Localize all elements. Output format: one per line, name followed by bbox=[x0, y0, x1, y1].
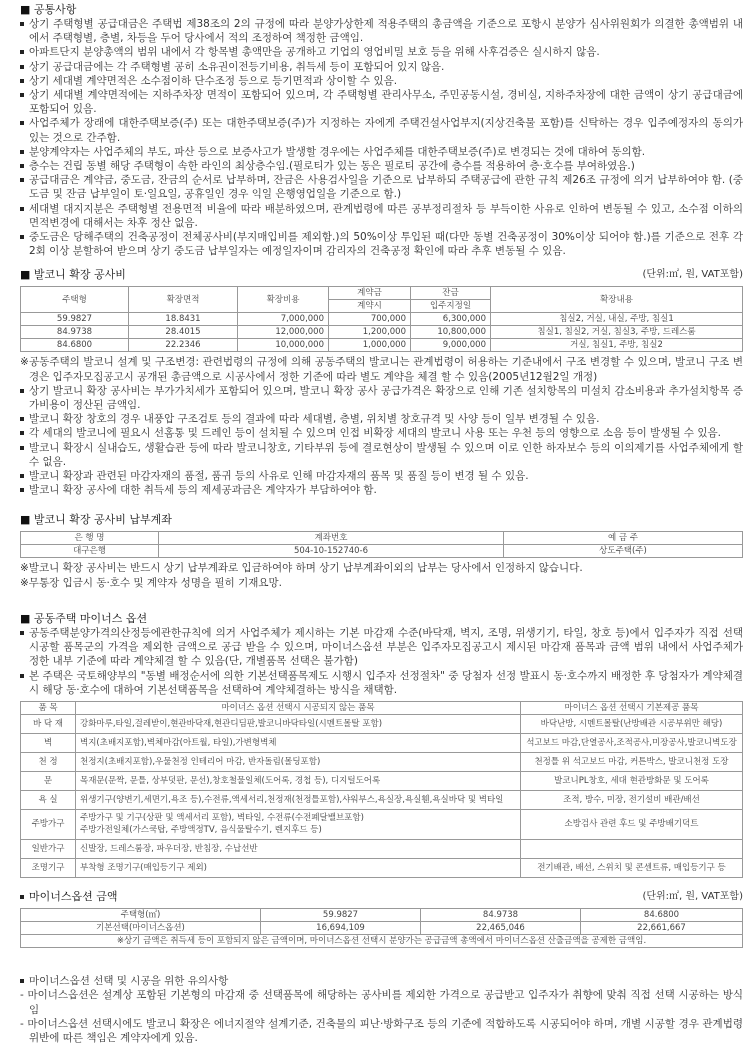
cell: 벽 bbox=[21, 733, 76, 752]
header-cell: 예 금 주 bbox=[504, 532, 743, 545]
cell: 84.6800 bbox=[21, 339, 129, 352]
cell: 18.8431 bbox=[129, 313, 238, 326]
cell: 84.6800 bbox=[581, 909, 743, 922]
bank-name: 대구은행 bbox=[21, 545, 159, 558]
table-row bbox=[21, 733, 743, 752]
cell: 12,000,000 bbox=[238, 326, 329, 339]
minus-amount-section bbox=[20, 890, 743, 948]
common-section bbox=[20, 3, 743, 258]
header-cell: 마이너스 옵션 선택시 기본제공 품목 bbox=[521, 701, 743, 714]
cell: 발코니PL창호, 세대 현관방화문 및 도어록 bbox=[521, 771, 743, 790]
cell: 소방검사 관련 후드 및 주방배기덕트 bbox=[521, 809, 743, 839]
table-row bbox=[21, 790, 743, 809]
bullet-item: 발코니 확장 창호의 경우 내풍압 구조검토 등의 결과에 따라 세대별, 층별, 위치별 창호규격 및 사양 등이 일부 변경될 수 있음. bbox=[20, 412, 743, 426]
cell: 22.2346 bbox=[129, 339, 238, 352]
cell: 침실1, 침실2, 거실, 침실3, 주방, 드레스룸 bbox=[491, 326, 743, 339]
minus-option-table bbox=[20, 701, 743, 878]
cell: 문 bbox=[21, 771, 76, 790]
table-row bbox=[21, 909, 743, 922]
cell: 주방가구 및 기구(상판 및 액세서리 포함), 벽타일, 수전류(수전폐달밸브포함) 주방가전일체(가스쿡탑, 주방액정TV, 음식물탈수기, 렌지후드 등) bbox=[76, 809, 521, 839]
bullet-item: 상기 세대별 계약면적은 소수점이하 단수조정 등으로 등기면적과 상이할 수 있음. bbox=[20, 74, 743, 88]
cell: 84.9738 bbox=[21, 326, 129, 339]
table-row bbox=[21, 858, 743, 877]
cell: 바 닥 재 bbox=[21, 714, 76, 733]
cell: 1,200,000 bbox=[329, 326, 411, 339]
bullet-item: 공급대금은 계약금, 중도금, 잔금의 순서로 납부하며, 잔금은 사용검사일을 기준으로 납부하되 주택공급에 관한 규칙 제26조 규정에 의거 납부하여야 함. (중도금 및 잔금 납부일이 토·일요일, 공휴일인 경우 익일 은행영업일을 기준으로 함.) bbox=[20, 173, 743, 201]
cell: 전기배관, 배선, 스위치 및 콘센트류, 매입등기구 등 bbox=[521, 858, 743, 877]
bullet-item: 분양계약자는 사업주체의 부도, 파산 등으로 보증사고가 발생할 경우에는 사업주체를 대한주택보증(주)로 변경되는 것에 대하여 동의함. bbox=[20, 145, 743, 159]
cell: 거실, 침실1, 주방, 침실2 bbox=[491, 339, 743, 352]
header-cell: 은 행 명 bbox=[21, 532, 159, 545]
section-title: ■ 발코니 확장 공사비 bbox=[20, 268, 126, 282]
cell: 22,465,046 bbox=[421, 922, 581, 935]
balcony-note: ※공동주택의 발코니 설계 및 구조변경: 관련법령의 규정에 의해 공동주택의 발코니는 관계법령이 허용하는 기준내에서 구조 변경할 수 있으며, 발코니 구조 변경은 입주자모집공고시 공개된 총금액으로 시공사에서 정한 기준에 따라 별도 계약을 체결 할 수 있음(2005년12월2일 개정) bbox=[20, 356, 743, 383]
account-note: ※무통장 입금시 동·호수 및 계약자 성명을 필히 기재요망. bbox=[20, 576, 282, 589]
bullet-item: 발코니 확장과 관련된 마감자재의 품절, 품귀 등의 사유로 인해 마감자재의 품목 및 품질 등이 변경 될 수 있음. bbox=[20, 469, 743, 483]
header-cell: 주택형 bbox=[21, 287, 129, 313]
table-row bbox=[21, 714, 743, 733]
cell: 주방가구 bbox=[21, 809, 76, 839]
header-cell: 품 목 bbox=[21, 701, 76, 714]
balcony-cost-table bbox=[20, 286, 743, 352]
account-holder: 상도주택(주) bbox=[504, 545, 743, 558]
section-title: ■ 공통사항 bbox=[20, 3, 77, 16]
section-title: ■ 공동주택 마이너스 옵션 bbox=[20, 611, 148, 625]
header-cell: 계약시 bbox=[329, 300, 411, 313]
bullet-item: 본 주택은 국토해양부의 "동별 배정순서에 의한 기본선택품목제도 시행시 입주자 선정절차" 중 당첨자 선정 발표시 동·호수까지 배정한 후 당첨자가 계약체결시 해당 동·호수에 대하여 기본선택품목을 선택하여 계약체결하는 방식을 채택함. bbox=[20, 669, 743, 697]
header-cell: 확장내용 bbox=[491, 287, 743, 313]
cell: 10,800,000 bbox=[411, 326, 491, 339]
header-cell: 확장비용 bbox=[238, 287, 329, 313]
bullet-item: 아파트단지 분양총액의 범위 내에서 각 항목별 총액만을 공개하고 기업의 영업비밀 보호 등을 위해 사후검증은 실시하지 않음. bbox=[20, 45, 743, 59]
section-title: 마이너스옵션 선택 및 시공을 위한 유의사항 bbox=[20, 974, 743, 988]
account-number: 504-10-152740-6 bbox=[159, 545, 504, 558]
amount-note: ※상기 금액은 취득세 등이 포함되지 않은 금액이며, 마이너스옵션 선택시 분양가는 공급금액 총액에서 마이너스옵션 산출금액을 공제한 금액임. bbox=[21, 935, 743, 948]
cell: 주택형(㎡) bbox=[21, 909, 261, 922]
minus-option-section bbox=[20, 612, 743, 878]
table-row bbox=[21, 752, 743, 771]
cell: 10,000,000 bbox=[238, 339, 329, 352]
cell: 28.4015 bbox=[129, 326, 238, 339]
header-cell: 계좌번호 bbox=[159, 532, 504, 545]
cell: 욕 실 bbox=[21, 790, 76, 809]
cell: 6,300,000 bbox=[411, 313, 491, 326]
bullet-item: 층수는 건립 동별 해당 주택형이 속한 라인의 최상층수임.(필로티가 있는 동은 필로티 공간에 층수를 적용하여 층·호수를 부여하였음.) bbox=[20, 159, 743, 173]
caution-item: - 마이너스옵션 선택시에도 발코니 확장은 에너지절약 설계기준, 건축물의 피난·방화구조 등의 기준에 적합하도록 시공되어야 하며, 개별 시공할 경우 관계법령 위반에 따른 책임은 계약자에게 있음. bbox=[20, 1017, 743, 1044]
cell: 16,694,109 bbox=[261, 922, 421, 935]
bullet-item: 상기 공급대금에는 각 주택형별 공히 소유권이전등기비용, 취득세 등이 포함되어 있지 않음. bbox=[20, 60, 743, 74]
bullet-item: 상기 발코니 확장 공사비는 부가가치세가 포함되어 있으며, 발코니 확장 공사 공급가격은 확장으로 인해 기존 설치항목의 미설치 감소비용과 추가설치항목 증가비용이 정산된 금액임. bbox=[20, 384, 743, 412]
bullet-item: 발코니 확장 공사에 대한 취득세 등의 제세공과금은 계약자가 부담하여야 함. bbox=[20, 483, 743, 497]
cell: 석고보드 마감,단열공사,조적공사,미장공사,발코니벽도장 bbox=[521, 733, 743, 752]
cell: 강화마루,타일,걸레받이,현관바닥재,현관디딤판,발코니바닥타일(시멘트몰탈 포함) bbox=[76, 714, 521, 733]
table-row bbox=[21, 809, 743, 839]
cell: 84.9738 bbox=[421, 909, 581, 922]
cell: 1,000,000 bbox=[329, 339, 411, 352]
cell: 7,000,000 bbox=[238, 313, 329, 326]
unit-label: (단위:㎡, 원, VAT포함) bbox=[642, 269, 743, 281]
cell: 부착형 조명기구(매입등기구 제외) bbox=[76, 858, 521, 877]
cell bbox=[521, 839, 743, 858]
cell: 22,661,667 bbox=[581, 922, 743, 935]
section-title: ■ 발코니 확장 공사비 납부계좌 bbox=[20, 513, 172, 527]
account-note: ※발코니 확장 공사비는 반드시 상기 납부계좌로 입금하여야 하며 상기 납부계좌이외의 납부는 당사에서 인정하지 않습니다. bbox=[20, 562, 583, 575]
table-row bbox=[21, 313, 743, 326]
cell: 천정지(초배지포함),우물천정 인테리어 마감, 반자돌림(몰딩포함) bbox=[76, 752, 521, 771]
cell: 위생기구(양변기,세면기,욕조 등),수전류,액세서리,천정재(천정틀포함),샤워부스,욕실장,욕실휀,욕실바닥 및 벽타일 bbox=[76, 790, 521, 809]
balcony-section bbox=[20, 268, 743, 497]
minus-amount-table bbox=[20, 908, 743, 948]
bullet-item: 상기 주택형별 공급대금은 주택법 제38조의 2의 규정에 따라 분양가상한제 적용주택의 총금액을 기준으로 포항시 분양가 심사위원회가 의결한 총액범위 내에서 주택형별, 층별, 차등을 두어 당사에서 적의 조정하여 책정한 금액임. bbox=[20, 17, 743, 45]
table-row bbox=[21, 545, 743, 558]
caution-section bbox=[20, 974, 743, 1045]
header-cell: 확장면적 bbox=[129, 287, 238, 313]
cell: 700,000 bbox=[329, 313, 411, 326]
header-cell: 계약금 bbox=[329, 287, 411, 300]
table-row bbox=[21, 922, 743, 935]
bullet-item: 발코니 확장시 실내습도, 생활습관 등에 따라 발코니창호, 기타부위 등에 결로현상이 발생될 수 있으며 이로 인한 하자보수 등의 이의제기를 사업주체에게 할 수 없음. bbox=[20, 441, 743, 469]
bullet-item: 공동주택분양가격의산정등에관한규칙에 의거 사업주체가 제시하는 기본 마감재 수준(바닥재, 벽지, 조명, 위생기기, 타일, 창호 등)에서 입주자가 직접 선택 시공할 품목군의 가격을 제외한 금액으로 공급 받을 수 있으며, 마이너스옵션 부분은 입주자모집공고시 제시된 마감재 품목과 금액 범위 내에서 사업주체가 정한 내부 기준에 따라 계약체결 할 수 있음(단, 개별품목 선택은 불가함) bbox=[20, 626, 743, 669]
caution-item: - 마이너스옵션은 설계상 포함된 기본형의 마감재 중 선택품목에 해당하는 공사비를 제외한 가격으로 공급받고 입주자가 취향에 맞춰 직접 선택 시공하는 방식임 bbox=[20, 989, 743, 1016]
cell: 9,000,000 bbox=[411, 339, 491, 352]
header-cell: 마이너스 옵션 선택시 시공되지 않는 품목 bbox=[76, 701, 521, 714]
bullet-item: 중도금은 당해주택의 건축공정이 전체공사비(부지매입비를 제외함.)의 50%이상 투입된 때(다만 동별 건축공정이 30%이상 되어야 함.)를 기준으로 전후 각2회 이상 분할하여 받으며 상기 중도금 납부일자는 예정일자이며 감리자의 건축공정 확인에 따라 추후 변동될 수 있음. bbox=[20, 230, 743, 258]
cell: 천정틀 위 석고보드 마감, 커튼박스, 발코니천정 도장 bbox=[521, 752, 743, 771]
account-section bbox=[20, 513, 743, 589]
bullet-item: 사업주체가 장래에 대한주택보증(주) 또는 대한주택보증(주)가 지정하는 자에게 주택건설사업부지(지상건축물 포함)를 신탁하는 경우 입주예정자의 동의가 있는 것으로 간주함. bbox=[20, 116, 743, 144]
cell: 59.9827 bbox=[21, 313, 129, 326]
table-row bbox=[21, 839, 743, 858]
cell: 신발장, 드레스룸장, 파우더장, 반침장, 수납선반 bbox=[76, 839, 521, 858]
account-table bbox=[20, 531, 743, 558]
bullet-item: 세대별 대지지분은 주택형별 전용면적 비율에 따라 배분하였으며, 관계법령에 따른 공부정리절차 등 부득이한 사유로 인하여 변동될 수 있고, 소수점 이하의 면적변경에 대해서는 차후 정산 없음. bbox=[20, 202, 743, 230]
table-row bbox=[21, 339, 743, 352]
header-cell: 입주지정일 bbox=[411, 300, 491, 313]
cell: 바닥난방, 시멘트몰탈(난방배관 시공부위만 해당) bbox=[521, 714, 743, 733]
cell: 조명기구 bbox=[21, 858, 76, 877]
bullet-item: 각 세대의 발코니에 필요시 선홈통 및 드레인 등이 설치될 수 있으며 인접 비확장 세대의 발코니 사용 또는 우천 등의 영향으로 소음 등이 발생될 수 있음. bbox=[20, 426, 743, 440]
bullet-item: 상기 세대별 계약면적에는 지하주차장 면적이 포함되어 있으며, 각 주택형별 관리사무소, 주민공동시설, 경비실, 지하주차장에 대한 금액이 상기 공급대금에 포함되어 있음. bbox=[20, 88, 743, 116]
cell: 벽지(초배지포함),벽체마감(아트월, 타일),가변형벽체 bbox=[76, 733, 521, 752]
cell: 천 정 bbox=[21, 752, 76, 771]
table-row bbox=[21, 326, 743, 339]
header-cell: 잔금 bbox=[411, 287, 491, 300]
cell: 조적, 방수, 미장, 전기설비 배관/배선 bbox=[521, 790, 743, 809]
table-row bbox=[21, 771, 743, 790]
cell: 59.9827 bbox=[261, 909, 421, 922]
cell: 기본선택(마이너스옵션) bbox=[21, 922, 261, 935]
cell: 목재문(문짝, 문틀, 상부덧판, 문선),창호철물일체(도어록, 경첩 등), 디지털도어록 bbox=[76, 771, 521, 790]
section-title: 마이너스옵션 금액 bbox=[20, 890, 118, 904]
cell: 침실2, 거실, 내실, 주방, 침실1 bbox=[491, 313, 743, 326]
unit-label: (단위:㎡, 원, VAT포함) bbox=[642, 890, 743, 902]
cell: 일반가구 bbox=[21, 839, 76, 858]
